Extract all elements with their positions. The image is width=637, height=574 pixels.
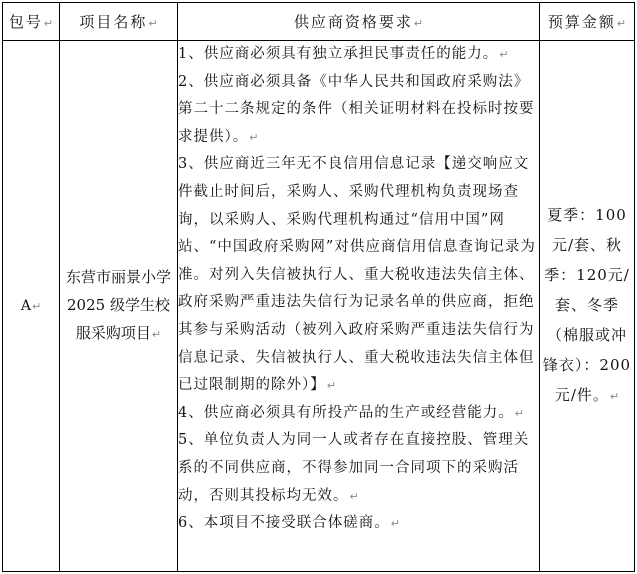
requirement-item — [178, 510, 539, 538]
paragraph-mark-icon: ↵ — [326, 379, 336, 393]
paragraph-mark-icon: ↵ — [249, 130, 259, 144]
project-name-value: 东营市丽景小学 2025 级学生校服采购项目 — [65, 268, 171, 342]
header-requirements-label: 供应商资格要求 — [293, 13, 413, 31]
requirement-text: 1、供应商必须具有独立承担民事责任的能力。 — [178, 46, 499, 62]
header-budget-label: 预算金额 — [547, 13, 616, 31]
requirements-cell — [178, 41, 540, 572]
requirement-item — [178, 41, 539, 69]
header-budget — [540, 3, 635, 41]
paragraph-mark-icon: ↵ — [349, 489, 359, 503]
paragraph-mark-icon: ↵ — [31, 300, 42, 313]
header-package-no-label: 包号 — [8, 13, 43, 31]
table-row — [3, 41, 635, 572]
requirement-text: 3、供应商近三年无不良信用信息记录【递交响应文件截止时间后，采购人、采购代理机构负责现场查询，以采购人、采购代理机构通过“信用中国”网站、“中国政府采购网”对供应商信用信息查询记录为准。对列入失信被执行人、重大税收违法失信主体、政府采购严重违法失信行为记录名单的供应商，拒绝其参与采购活动（被列入政府采购严重违法失信行为信息记录、失信被执行人、重大税收违法失信主体但已过限制期的除外）】 — [178, 156, 536, 394]
budget-cell — [540, 41, 635, 572]
paragraph-mark-icon: ↵ — [390, 517, 400, 531]
requirement-item — [178, 400, 539, 428]
paragraph-mark-icon: ↵ — [43, 17, 54, 30]
paragraph-mark-icon: ↵ — [148, 17, 158, 30]
header-package-no — [3, 3, 60, 41]
header-requirements — [178, 3, 540, 41]
package-no-cell — [3, 41, 60, 572]
requirement-text: 2、供应商必须具备《中华人民共和国政府采购法》第二十二条规定的条件（相关证明材料在投标时按要求提供）。 — [178, 73, 535, 145]
paragraph-mark-icon: ↵ — [499, 48, 509, 61]
requirement-text: 5、单位负责人为同一人或者存在直接控股、管理关系的不同供应商，不得参加同一合同项下的采购活动，否则其投标均无效。 — [178, 432, 530, 504]
project-name-cell — [60, 41, 178, 572]
requirement-text: 6、本项目不接受联合体磋商。 — [178, 515, 390, 532]
paragraph-mark-icon: ↵ — [609, 390, 620, 403]
package-no-value: A — [20, 298, 31, 314]
header-project-name — [60, 3, 178, 41]
paragraph-mark-icon: ↵ — [151, 328, 162, 341]
header-project-name-label: 项目名称 — [79, 13, 148, 31]
paragraph-mark-icon: ↵ — [514, 406, 524, 420]
supplier-requirements-table — [2, 2, 635, 572]
requirement-item — [178, 69, 539, 152]
requirement-item — [178, 427, 539, 510]
requirement-item — [178, 151, 539, 399]
paragraph-mark-icon: ↵ — [616, 17, 627, 30]
header-row — [3, 3, 635, 41]
budget-value: 夏季：100元/套、秋季：120元/套、冬季（棉服或冲锋衣）：200元/件。 — [542, 206, 632, 404]
paragraph-mark-icon: ↵ — [413, 17, 424, 30]
requirement-text: 4、供应商必须具有所投产品的生产或经营能力。 — [178, 404, 514, 421]
